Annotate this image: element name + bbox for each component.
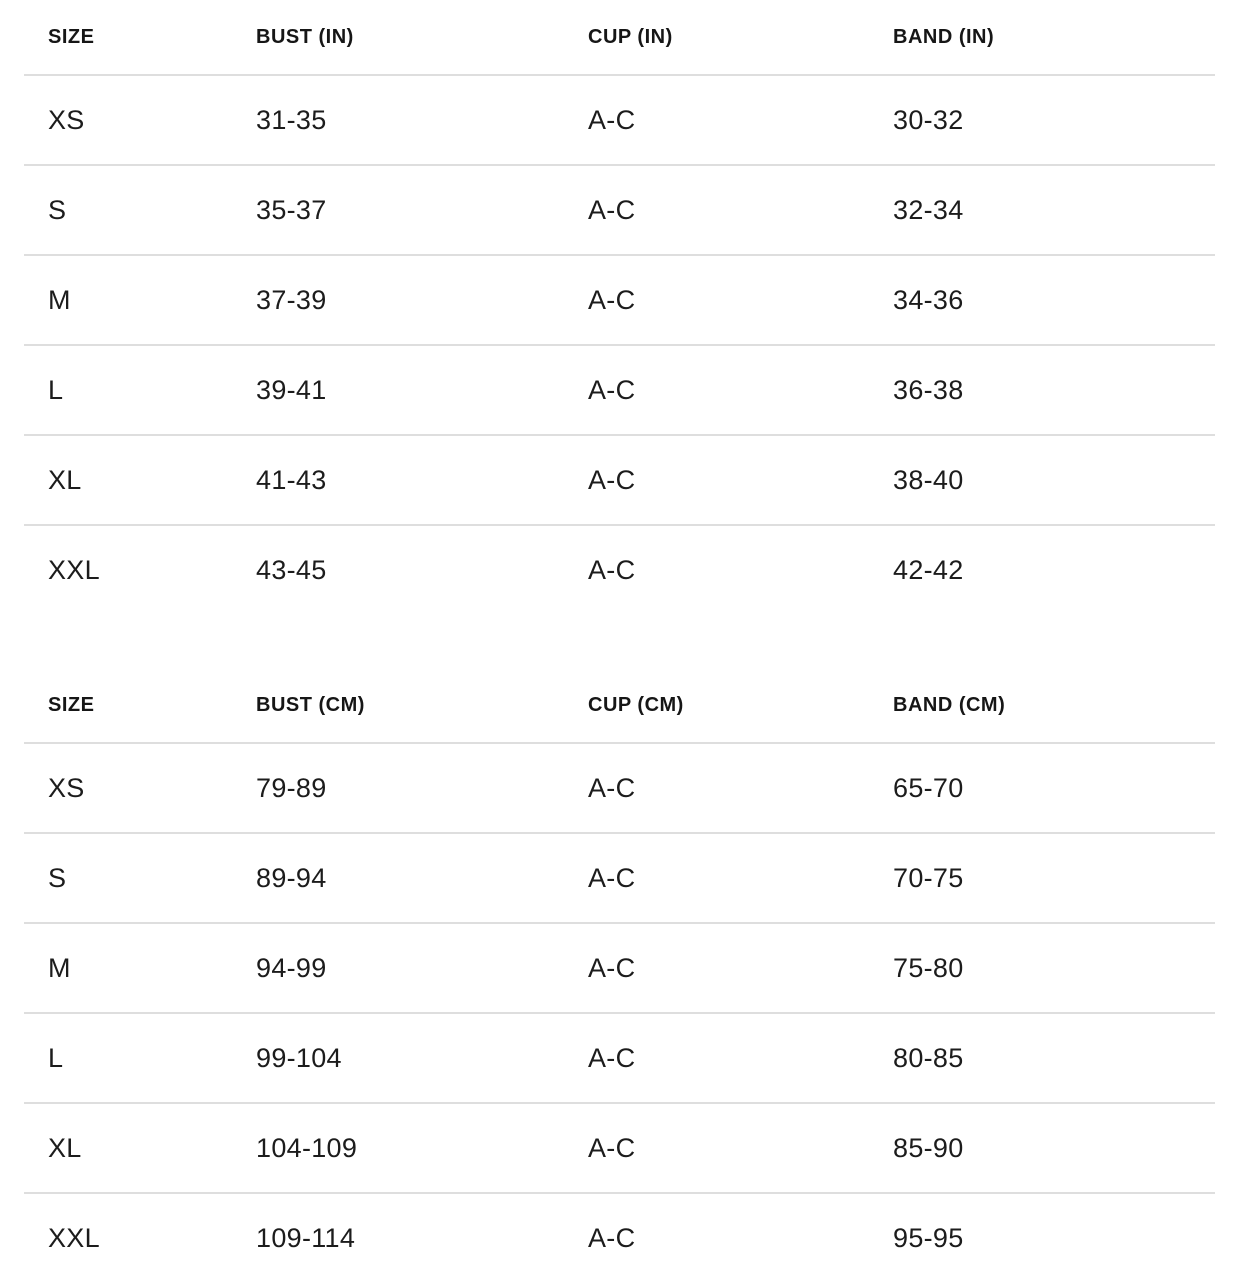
bust-cell: 99-104 [256,1042,342,1073]
cup-cell: A-C [588,104,636,135]
bust-cell: 94-99 [256,952,327,983]
table-header-row [24,668,1215,742]
bust-cell: 104-109 [256,1132,358,1163]
band-column-header: BAND (IN) [893,25,995,48]
band-cell: 36-38 [893,374,964,405]
table-row-xs [24,742,1215,832]
table-row-m [24,922,1215,1012]
cup-cell: A-C [588,862,636,893]
bust-cell: 37-39 [256,284,327,315]
bust-column-header: BUST (CM) [256,693,365,716]
table-header-row [24,0,1215,74]
cup-cell: A-C [588,194,636,225]
bust-cell: 79-89 [256,772,327,803]
cup-cell: A-C [588,554,636,585]
table-row-xxl [24,524,1215,614]
band-cell: 32-34 [893,194,964,225]
cup-cell: A-C [588,284,636,315]
size-cell: XXL [48,554,100,585]
table-row-xxl [24,1192,1215,1282]
bust-cell: 31-35 [256,104,327,135]
band-cell: 30-32 [893,104,964,135]
bust-cell: 109-114 [256,1222,356,1253]
size-table-inches [24,0,1215,614]
band-cell: 34-36 [893,284,964,315]
cup-column-header: CUP (CM) [588,693,684,716]
bust-cell: 43-45 [256,554,327,585]
size-cell: S [48,194,67,225]
size-cell: XS [48,104,85,135]
table-row-m [24,254,1215,344]
size-cell: S [48,862,67,893]
table-row-l [24,1012,1215,1102]
band-cell: 85-90 [893,1132,964,1163]
cup-column-header: CUP (IN) [588,25,673,48]
cup-cell: A-C [588,374,636,405]
bust-cell: 35-37 [256,194,327,225]
size-column-header: SIZE [48,25,95,48]
table-row-s [24,832,1215,922]
bust-cell: 39-41 [256,374,327,405]
size-cell: L [48,1042,64,1073]
bust-cell: 89-94 [256,862,327,893]
size-cell: XL [48,464,82,495]
size-cell: M [48,952,71,983]
size-table-centimeters [24,668,1215,1282]
band-column-header: BAND (CM) [893,693,1006,716]
cup-cell: A-C [588,1042,636,1073]
cup-cell: A-C [588,772,636,803]
band-cell: 42-42 [893,554,964,585]
cup-cell: A-C [588,1222,636,1253]
band-cell: 80-85 [893,1042,964,1073]
size-cell: L [48,374,64,405]
size-cell: XL [48,1132,82,1163]
bust-column-header: BUST (IN) [256,25,354,48]
band-cell: 38-40 [893,464,964,495]
size-cell: M [48,284,71,315]
table-row-l [24,344,1215,434]
table-row-xs [24,74,1215,164]
band-cell: 75-80 [893,952,964,983]
cup-cell: A-C [588,952,636,983]
band-cell: 65-70 [893,772,964,803]
band-cell: 70-75 [893,862,964,893]
cup-cell: A-C [588,464,636,495]
table-row-xl [24,1102,1215,1192]
size-cell: XXL [48,1222,100,1253]
size-cell: XS [48,772,85,803]
band-cell: 95-95 [893,1222,964,1253]
cup-cell: A-C [588,1132,636,1163]
size-column-header: SIZE [48,693,95,716]
table-row-xl [24,434,1215,524]
table-row-s [24,164,1215,254]
bust-cell: 41-43 [256,464,327,495]
